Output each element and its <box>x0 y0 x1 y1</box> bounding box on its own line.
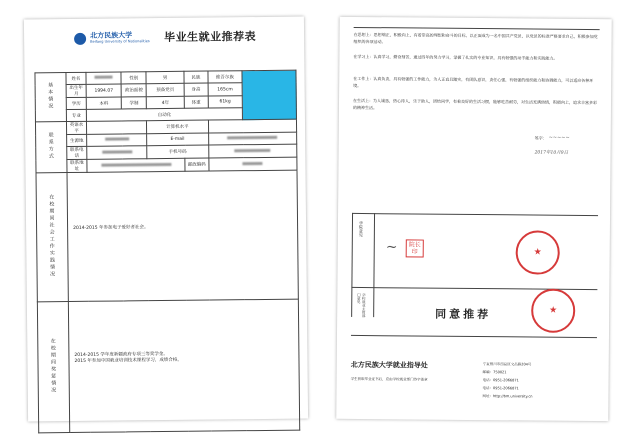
section-awards-label: 在校期间奖惩情况 <box>37 302 69 433</box>
footer-postcode: 邮编：750021 <box>482 370 507 375</box>
label-major: 专业 <box>66 109 86 121</box>
value-email <box>208 132 297 145</box>
label-education: 学历 <box>66 97 86 109</box>
value-schooling: 4年 <box>146 96 184 108</box>
value-politics: 预备党员 <box>146 83 184 96</box>
university-name: 北方民族大学 <box>90 31 133 40</box>
bottom-border <box>351 335 597 338</box>
sign-date: 2017年10月9日 <box>534 150 569 156</box>
college-border <box>352 213 598 216</box>
value-major: 自动化 <box>86 108 242 122</box>
label-email: E-mail <box>147 133 209 146</box>
value-education: 本科 <box>86 97 121 109</box>
evaluation-para-1: 在思想上：思想端正，积极向上，有着崇高的理想和奋斗的目标，以正面成为一名中国共产党员，以党员的标准严格要求自己，积极参加党组织的各项活动。 <box>353 31 598 45</box>
label-origin: 生源地 <box>67 134 87 146</box>
sign-label: 签字： <box>534 135 547 141</box>
form-title: 毕业生就业推荐表 <box>164 30 257 45</box>
agree-recommend-text: 同意推荐 <box>435 307 492 322</box>
label-postcode: 邮政编码 <box>185 158 209 171</box>
value-phone <box>87 146 147 160</box>
top-border <box>354 27 600 30</box>
label-weight: 体重 <box>184 96 208 108</box>
photo-redacted <box>242 70 296 120</box>
value-origin <box>87 134 147 147</box>
label-mobile: 手机号码 <box>147 145 209 159</box>
label-english: 英语水平 <box>66 121 86 134</box>
label-height: 身高 <box>184 83 208 96</box>
section-basic-label: 基本情况 <box>35 73 67 122</box>
university-name-en: Beifang University of Nationalities <box>90 39 150 44</box>
label-computer: 计算机水平 <box>147 120 209 134</box>
evaluation-para-2: 在学习上：认真学习，勤奋刻苦，通过四年的努力学习，掌握了扎实的专业知识，具有较强的动手能力和实践能力。 <box>353 53 558 61</box>
student-signature: ~~~~~ <box>548 134 570 141</box>
value-ethnicity: 维吾尔族 <box>207 71 242 83</box>
recommendation-form-page <box>24 17 308 422</box>
college-stamp: ★ <box>516 230 560 274</box>
social-cell <box>67 170 298 301</box>
section-social-label: 在校期间社会工作实践情况 <box>36 173 68 302</box>
label-gender: 性别 <box>121 72 146 84</box>
evaluation-para-4: 在生活上：为人诚恳，热心待人，乐于助人，团结同学，有着良好的生活习惯，能够吃苦耐劳，对生活充满热情，积极向上，追求丰富多彩的精神生活。 <box>352 97 598 111</box>
college-opinion-label: 学院意见 <box>358 220 364 238</box>
awards-text-2: 2015 年参加中国就业培训技术课程学习，成绩合格。 <box>74 357 182 364</box>
footer-address: 宁夏银川市西夏区文昌路204号 <box>482 362 532 367</box>
label-birth: 出生年月 <box>66 84 86 97</box>
value-english <box>86 121 146 135</box>
value-height: 165cm <box>208 83 243 96</box>
footer-title: 北方民族大学就业指导处 <box>350 360 428 370</box>
info-table <box>34 70 300 434</box>
opinion-page <box>336 17 611 421</box>
table-row <box>36 170 298 302</box>
school-stamp: ★ <box>531 289 575 333</box>
left-border <box>351 213 353 317</box>
awards-cell <box>68 299 299 432</box>
awards-text-1: 2014-2015 学年度新疆政府专项三等奖学金。 <box>74 351 168 358</box>
table-row <box>37 299 299 433</box>
label-politics: 政治面貌 <box>121 84 146 97</box>
value-gender: 男 <box>146 71 184 83</box>
social-text: 2014-2015 年参加电子爱好者社会。 <box>73 225 149 231</box>
value-computer <box>208 119 297 133</box>
footer-phone-2: 电话：0951-2066871 <box>482 386 519 391</box>
footer-website: 网址：http://bm.university.cn <box>482 394 533 399</box>
label-schooling: 学制 <box>121 97 146 109</box>
value-mobile <box>208 144 297 158</box>
school-opinion-label: 学校就业主管部门意见 <box>357 292 367 318</box>
label-name: 姓名 <box>66 72 86 84</box>
value-address <box>87 158 185 172</box>
value-birth: 1994.07 <box>86 84 121 97</box>
footer-phone-1: 电话：0951-2066871 <box>482 378 519 383</box>
college-signature: ~ <box>385 239 398 256</box>
label-address: 联系地址 <box>67 159 87 172</box>
university-logo-icon <box>74 33 86 45</box>
evaluation-para-3: 在工作上：认真负责，具有较强的工作能力，为人正直且踏实，有团队意识，责任心强，有较强的组织能力和协调能力，可以适应各种环境。 <box>353 75 594 89</box>
label-ethnicity: 民族 <box>184 71 208 83</box>
label-divider <box>373 213 375 317</box>
personal-seal: 院长印 <box>406 239 424 257</box>
label-phone: 联系电话 <box>67 146 87 159</box>
value-postcode <box>208 157 297 171</box>
value-name <box>86 72 121 84</box>
section-contact-label: 联系方式 <box>35 122 67 173</box>
value-weight: 61kg <box>208 96 243 108</box>
footer-note: 学生获取毕业证书后，应由学校就业部门签字盖章 <box>350 376 428 382</box>
